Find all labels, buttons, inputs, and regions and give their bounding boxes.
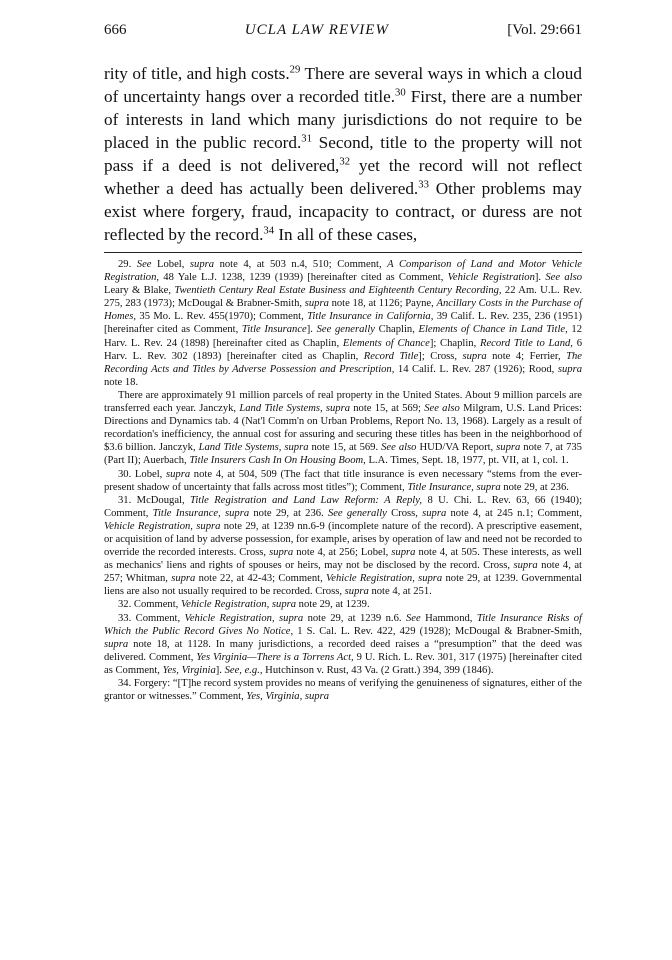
text-run: Other problems may exist where forgery, fraud, incapacity to contract, or duress are not reflected by the record. [104,179,582,244]
italic-citation: supra [513,560,538,572]
footnotes [104,258,582,703]
footnote-text: There are approximately 91 million parcels of real property in the United States. About 9 million parcels are transferred each year. Janczyk, [104,389,582,415]
footnote-text: note 4, at 257; Whitman, [104,560,582,585]
italic-citation: Elements of Chance [342,337,430,349]
italic-citation: See [136,259,152,270]
footnote-text: 34. Forgery: “[T]he record system provides no means of verifying the genuineness of signatures, either of the grantor or witnesses.” Comment, [104,678,582,703]
italic-citation: Record Title to Land, [479,337,573,349]
footnote-text: ]. [534,272,546,284]
footnote-30 [104,468,582,494]
italic-citation: See also [545,272,582,284]
italic-citation: supra [165,468,191,480]
italic-citation: Title Insurance Risks of Which the Public Record Gives No Notice, [104,612,582,637]
footnote-text: Leary & Blake, [104,285,175,297]
italic-citation: A Comparison of Land and Motor Vehicle Registration, [104,259,583,284]
footnote-29-continued [104,389,582,468]
footnote-29 [104,258,582,389]
italic-citation: supra [422,507,447,519]
footnote-text: Milgram, U.S. Land Prices: Directions and Dynamics tab. 4 (Nat'l Comm'n on Urban Problems, Report No. 13, 1968). Largely as a result of recordation's inefficiency, the annual cost for assuring and securing these titles has been in the neighborhood of $3.6 billion. Janczyk, [104,403,582,454]
italic-citation: Yes, Virginia [162,664,216,676]
footnote-34 [104,677,582,703]
footnote-text: note 22, at 42-43; Comment, [195,573,326,585]
footnote-text: note 18, at 1126; Payne, [328,298,437,310]
footnote-text: note 15, at 569; [350,403,425,415]
italic-citation: Land Title Systems, supra [198,442,309,454]
italic-citation: Vehicle Registration, supra [326,573,443,585]
italic-citation: Record Title [363,350,419,362]
text-run: There are several ways in which a cloud of uncertainty hangs over a recorded title. [104,64,582,106]
italic-citation: See generally [316,324,375,336]
text-run: In all of these cases, [274,225,418,244]
italic-citation: supra [104,638,129,650]
italic-citation: supra [391,547,416,559]
footnote-text: note 4, at 504, 509 (The fact that title insurance is even necessary “stems from the ever-present shadow of uncertainty that falls across most titles”); Comment, [104,468,582,493]
text-run: Second, title to the property will not pass if a deed is not delivered, [104,133,582,175]
page [104,22,582,703]
italic-citation: supra [189,259,215,270]
footnote-ref: 34 [263,225,275,237]
italic-citation: Title Insurance in California, [307,311,434,323]
italic-citation: See, e.g., [224,664,263,676]
italic-citation: supra [344,586,369,598]
footnote-text: Cross, [386,507,423,519]
main-text [104,62,582,246]
italic-citation: Land Title Systems, supra [239,403,351,415]
footnote-text: note 18, at 1128. In many jurisdictions, a recorded deed raises a “presumption” that the deed was delivered. Comment, [104,638,582,663]
footnote-ref: 30 [395,87,406,99]
footnote-text: 9 U. Rich. L. Rev. 301, 317 (1975) [hereinafter cited as Comment, [104,651,582,676]
footnote-ref: 29 [289,64,301,76]
footnote-text: note 18. [104,376,139,388]
footnote-text: 29. [118,259,137,270]
italic-citation: Elements of Chance in Land Title, [418,324,568,336]
italic-citation: Title Insurance, supra [152,507,250,519]
footnote-text: note 4; Ferrier, [486,350,567,362]
italic-citation: supra [496,442,521,454]
italic-citation: Vehicle Registration, supra [184,612,304,624]
footnote-text: note 7, at 735 (Part II); Auerbach, [104,442,582,467]
footnote-33 [104,612,582,677]
footnote-ref: 33 [418,179,429,191]
footnote-text: ]; Cross, [418,350,463,362]
footnote-text: Chaplin, [374,324,419,336]
italic-citation: See also [424,403,460,415]
italic-citation: Title Insurers Cash In On Housing Boom, [189,455,366,467]
footnote-text: ]. [306,324,317,336]
footnote-text: note 29, at 1239 nn.6-9 (incomplete nature of the record). A prescriptive easement, or acquisition of land by adverse possession, for example, arises by operation of law and need not be recorded to override the recorded interests. Cross, [104,520,583,559]
footnote-text: 12 Harv. L. Rev. 24 (1898) [hereinafter cited as Chaplin, [104,324,583,349]
footnote-31 [104,494,582,599]
italic-citation: Twentieth Century Real Estate Business and Eighteenth Century Recording, [174,285,502,297]
footnote-text: 22 Am. U.L. Rev. 275, 283 (1973); McDougal & Brabner-Smith, [104,285,582,310]
volume-citation: [Vol. 29:661 [507,22,582,38]
footnote-text: note 29, at 1239. Governmental liens are also not usually required to be recorded. Cross, [104,573,582,598]
italic-citation: Yes, Virginia, supra [246,691,330,703]
italic-citation: Title Insurance, supra [407,481,501,493]
footnote-text: 32. Comment, [118,599,181,611]
footnote-text: 39 Calif. L. Rev. 235, 236 (1951) [hereinafter cited as Comment, [104,311,583,336]
italic-citation: Ancillary Costs in the Purchase of Homes, [104,298,582,323]
footnote-text: note 29, at 236. [249,507,328,519]
footnote-text: note 29, at 1239. [296,599,370,611]
page-number: 666 [104,22,127,38]
footnote-text: 30. Lobel, [118,468,166,480]
footnote-text: 14 Calif. L. Rev. 287 (1926); Rood, [394,363,558,375]
footnote-text: 8 U. Chi. L. Rev. 63, 66 (1940); Comment, [104,494,583,519]
footnote-text: Hammond, [420,612,477,624]
running-header [104,22,582,44]
text-run: First, there are a number of interests in land which many jurisdictions do not require to be placed in the public record. [104,87,582,152]
footnote-text: note 4, at 245 n.1; Comment, [446,507,582,519]
footnote-text: note 4, at 503 n.4, 510; Comment, [214,259,388,270]
text-run: rity of title, and high costs. [104,64,290,83]
italic-citation: Vehicle Registration [447,272,535,284]
text-run: yet the record will not reflect whether a deed has actually been delivered. [104,156,582,198]
italic-citation: supra [557,363,582,375]
footnote-text: ]. [215,664,225,676]
italic-citation: Yes Virginia—There is a Torrens Act, [196,651,354,663]
italic-citation: supra [269,547,294,559]
italic-citation: See [405,612,421,624]
italic-citation: See also [381,442,417,454]
italic-citation: See generally [327,507,387,519]
footnote-text: note 4, at 505. These interests, as well as mechanics' liens and rights of spouses or heirs, may not be disclosed by the record. Cross, [104,547,582,572]
journal-title: UCLA LAW REVIEW [244,22,389,38]
footnote-divider [104,252,582,253]
footnote-ref: 31 [301,133,312,145]
footnote-text: 6 Harv. L. Rev. 302 (1893) [hereinafter cited as Chaplin, [104,337,582,362]
footnote-text: 35 Mo. L. Rev. 455(1970); Comment, [136,311,308,323]
footnote-text: note 29, at 1239 n.6. [303,612,406,624]
italic-citation: supra [304,298,329,310]
footnote-text: Hutchinson v. Rust, 43 Va. (2 Gratt.) 394, 399 (1846). [262,664,494,676]
italic-citation: Title Insurance [241,324,307,336]
italic-citation: Vehicle Registration, supra [104,520,221,532]
footnote-32 [104,598,582,611]
footnote-ref: 32 [339,156,351,168]
footnote-text: note 4, at 256; Lobel, [293,547,392,559]
footnote-text: HUD/VA Report, [416,442,497,454]
footnote-text: 33. Comment, [118,612,185,624]
italic-citation: supra [171,573,196,585]
footnote-text: note 15, at 569. [308,442,382,454]
footnote-text: 48 Yale L.J. 1238, 1239 (1939) [hereinafter cited as Comment, [159,272,448,284]
italic-citation: The Recording Acts and Titles by Adverse Possession and Prescription, [104,350,582,375]
footnote-text: note 4, at 251. [368,586,432,598]
footnote-text: ]; Chaplin, [429,337,480,349]
footnote-text: 31. McDougal, [118,494,191,506]
italic-citation: Vehicle Registration, supra [180,599,297,611]
footnote-text: note 29, at 236. [500,481,569,493]
italic-citation: supra [462,350,487,362]
footnote-text: 1 S. Cal. L. Rev. 422, 429 (1928); McDougal & Brabner-Smith, [293,625,582,637]
footnote-text: Lobel, [151,259,190,270]
italic-citation: Title Registration and Land Law Reform: A Reply, [190,494,423,506]
footnote-text: L.A. Times, Sept. 18, 1977, pt. VII, at 1, col. 1. [365,455,569,467]
